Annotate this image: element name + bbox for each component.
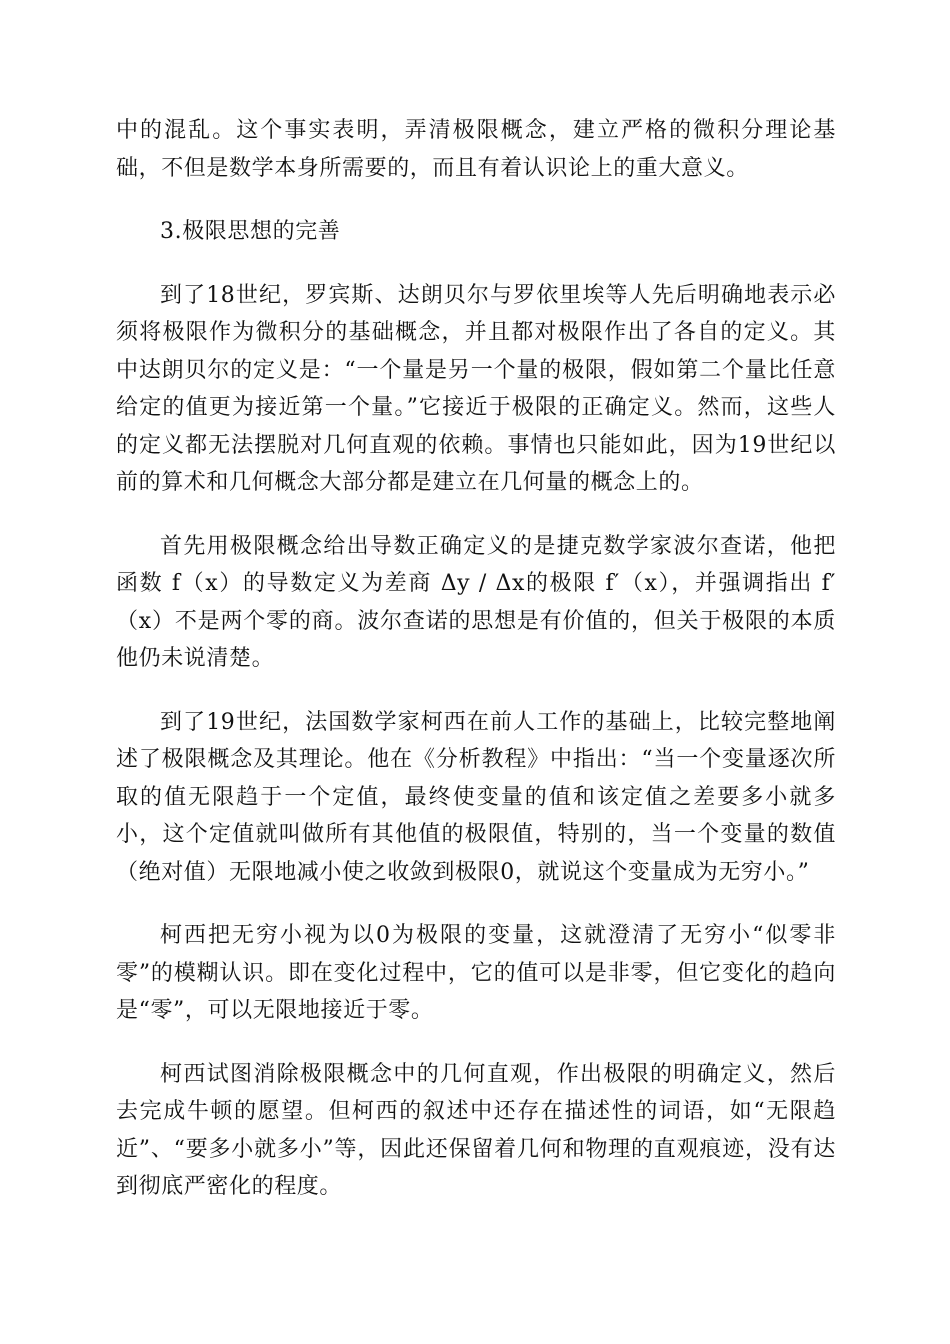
paragraph: 首先用极限概念给出导数正确定义的是捷克数学家波尔查诺，他把函数 f（x）的导数定义为差商 Δy / Δx的极限 f′（x），并强调指出 f′（x）不是两个零的商。波尔查诺的思想是有价值的，但关于极限的本质他仍未说清楚。 — [116, 533, 836, 671]
paragraph-continuation: 中的混乱。这个事实表明，弄清极限概念，建立严格的微积分理论基础，不但是数学本身所需要的，而且有着认识论上的重大意义。 — [116, 118, 836, 181]
paragraph: 到了18世纪，罗宾斯、达朗贝尔与罗依里埃等人先后明确地表示必须将极限作为微积分的基础概念，并且都对极限作出了各自的定义。其中达朗贝尔的定义是：“一个量是另一个量的极限，假如第二个量比任意给定的值更为接近第一个量。”它接近于极限的正确定义。然而，这些人的定义都无法摆脱对几何直观的依赖。事情也只能如此，因为19世纪以前的算术和几何概念大部分都是建立在几何量的概念上的。 — [116, 282, 836, 495]
body-text — [116, 112, 836, 1232]
paragraph: 到了19世纪，法国数学家柯西在前人工作的基础上，比较完整地阐述了极限概念及其理论。他在《分析教程》中指出：“当一个变量逐次所取的值无限趋于一个定值，最终使变量的值和该定值之差要多小就多小，这个定值就叫做所有其他值的极限值，特别的，当一个变量的数值（绝对值）无限地减小使之收敛到极限0，就说这个变量成为无穷小。” — [116, 709, 836, 885]
paragraph: 柯西试图消除极限概念中的几何直观，作出极限的明确定义，然后去完成牛顿的愿望。但柯西的叙述中还存在描述性的词语，如“无限趋近”、“要多小就多小”等，因此还保留着几何和物理的直观痕迹，没有达到彻底严密化的程度。 — [116, 1061, 836, 1199]
section-heading: 3.极限思想的完善 — [160, 219, 341, 244]
paragraph: 柯西把无穷小视为以0为极限的变量，这就澄清了无穷小“似零非零”的模糊认识。即在变化过程中，它的值可以是非零，但它变化的趋向是“零”，可以无限地接近于零。 — [116, 923, 836, 1023]
